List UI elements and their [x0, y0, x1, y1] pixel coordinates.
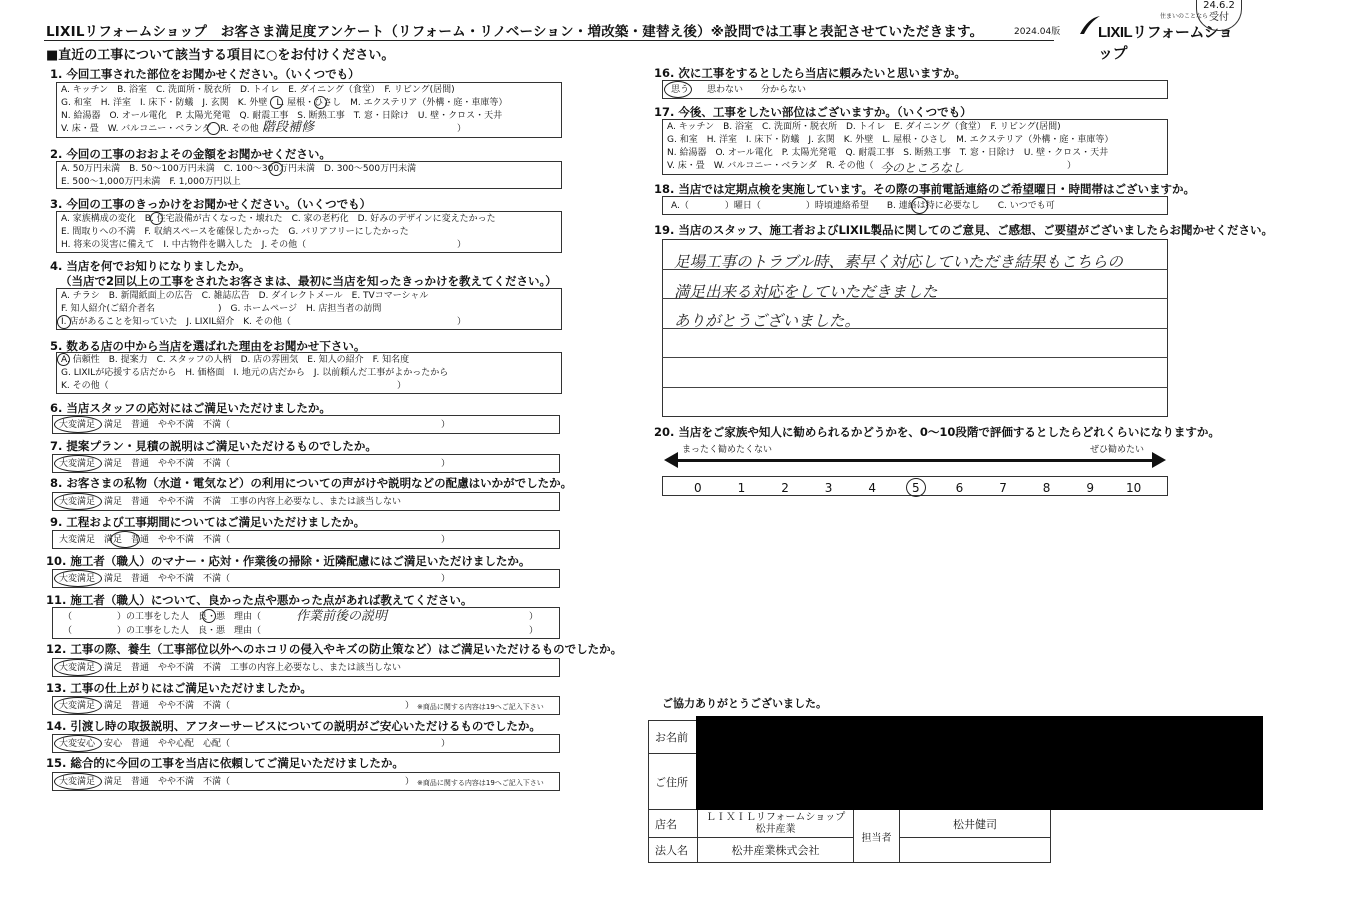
q15-selected-ellipse	[54, 773, 102, 790]
q10-selected-ellipse	[54, 570, 102, 587]
q11-handwritten-answer: 作業前後の説明	[296, 609, 388, 624]
q1-line2[interactable]: G. 和室 H. 洋室 I. 床下・防蟻 J. 玄関 K. 外壁 L. 屋根・ひさし M. エクステリア（外構・庭・車庫等）	[61, 98, 508, 108]
q8-options-box	[52, 492, 560, 511]
q3-circle-b	[150, 212, 163, 225]
q2-options-box	[56, 161, 562, 189]
form-version: 2024.04版	[1014, 27, 1061, 37]
stamp-date: 24.6.2	[1203, 0, 1235, 11]
q15-title: 15. 総合的に今回の工事を当店に依頼してご満足いただけましたか。	[46, 756, 404, 770]
q16-title: 16. 次に工事をするとしたら当店に頼みたいと思いますか。	[654, 66, 966, 80]
q7-options-end: ）	[441, 459, 451, 469]
q19-handwritten-line-3: ありがとうございました。	[674, 312, 861, 330]
scale-option-10[interactable]: 10	[1126, 481, 1142, 495]
q10-title: 10. 施工者（職人）のマナー・応対・作業後の掃除・近隣配慮にはご満足いただけましたか。	[46, 554, 531, 568]
q9-options[interactable]: 大変満足 満足 普通 やや不満 不満（	[59, 535, 231, 545]
q16-options-box	[662, 80, 1168, 99]
q1-line4[interactable]: V. 床・畳 W. バルコニー・ベランダ R. その他（	[61, 124, 268, 134]
q13-selected-ellipse	[54, 697, 102, 714]
q19-title: 19. 当店のスタッフ、施工者およびLIXIL製品に関してのご意見、ご感想、ご要望がございましたらお聞かせください。	[654, 223, 1274, 237]
title-underline	[44, 40, 1054, 41]
q11-line2-end: ）	[529, 626, 539, 636]
q13-note: ※商品に関する内容は19へご記入下さい	[417, 703, 544, 711]
q4-line3[interactable]: I. 店があることを知っていた J. LIXIL紹介 K. その他（	[61, 317, 291, 327]
q11-line1-end: ）	[529, 612, 539, 622]
q11-line1[interactable]: （ ）の工事をした人 良・悪 理由（	[63, 612, 262, 622]
q11-circle-good	[202, 609, 216, 623]
q13-title: 13. 工事の仕上がりにはご満足いただけましたか。	[46, 681, 312, 695]
q9-options-end: ）	[441, 535, 451, 545]
q1-line4-end: ）	[457, 124, 467, 134]
q19-rule-4	[662, 357, 1168, 358]
q12-selected-ellipse	[54, 659, 102, 676]
q12-title: 12. 工事の際、養生（工事部位以外へのホコリの侵入やキズの防止策など）はご満足いただけるものでしたか。	[46, 642, 623, 656]
q9-selected-ellipse	[110, 531, 140, 548]
scale-option-0[interactable]: 0	[694, 481, 702, 495]
q3-line3[interactable]: H. 将来の災害に備えて I. 中古物件を購入した J. その他（	[61, 240, 307, 250]
q17-title: 17. 今後、工事をしたい部位はございますか。（いくつでも）	[654, 105, 972, 119]
scale-selected-circle	[906, 478, 926, 497]
q14-options-box	[52, 734, 560, 753]
q19-handwritten-line-1: 足場工事のトラブル時、素早く対応していただき結果もこちらの	[674, 253, 1123, 271]
q5-circle-a	[57, 353, 70, 366]
staff-label: 担当者	[854, 810, 900, 863]
q4-title: 4. 当店を何でお知りになりましたか。	[50, 259, 251, 273]
q5-options-box	[56, 352, 562, 394]
q19-rule-5	[662, 387, 1168, 388]
scale-option-3[interactable]: 3	[824, 481, 833, 495]
q20-left-label: まったく勧めたくない	[682, 445, 773, 455]
q2-line2[interactable]: E. 500～1,000万円未満 F. 1,000万円以上	[61, 177, 241, 187]
q3-title: 3. 今回の工事のきっかけをお聞かせください。（いくつでも）	[50, 197, 372, 211]
q17-line2[interactable]: G. 和室 H. 洋室 I. 床下・防蟻 J. 玄関 K. 外壁 L. 屋根・ひさし M. エクステリア（外構・庭・車庫等）	[667, 135, 1114, 145]
q1-circle-l	[314, 96, 327, 109]
q6-options-end: ）	[441, 420, 451, 430]
q2-title: 2. 今回の工事のおおよその金額をお聞かせください。	[50, 147, 331, 161]
q5-line1[interactable]: A. 信頼性 B. 提案力 C. スタッフの人柄 D. 店の雰囲気 E. 知人の紹介 F. 知名度	[61, 355, 410, 365]
q1-handwritten-answer: 階段補修	[262, 120, 315, 135]
redaction-block	[696, 716, 1263, 810]
q17-line4-end: ）	[1067, 161, 1077, 171]
q14-options-end: ）	[441, 739, 451, 749]
q3-options-box	[56, 211, 562, 253]
q7-title: 7. 提案プラン・見積の説明はご満足いただけるものでしたか。	[50, 439, 377, 453]
q8-title: 8. お客さまの私物（水道・電気など）の利用についての声がけや説明などの配慮はいかがでしたか。	[50, 476, 573, 490]
q14-title: 14. 引渡し時の取扱説明、アフターサービスについての説明がご安心いただけるものでしたか。	[46, 719, 541, 733]
q3-line1[interactable]: A. 家族構成の変化 B. 住宅設備が古くなった・壊れた C. 家の老朽化 D. 好みのデザインに変えたかった	[61, 214, 496, 224]
address-label: ご住所	[649, 754, 698, 810]
q13-options[interactable]: 大変満足 満足 普通 やや不満 不満（	[59, 701, 231, 711]
q4-line1[interactable]: A. チラシ B. 新聞紙面上の広告 C. 雑誌広告 D. ダイレクトメール E. TVコマーシャル	[61, 291, 429, 301]
store-value-line1: ＬＩＸＩＬリフォームショップ	[705, 811, 846, 823]
q1-circle-r	[207, 122, 220, 135]
staff-value: 松井健司	[900, 810, 1051, 838]
q9-title: 9. 工程および工事期間についてはご満足いただけましたか。	[50, 515, 366, 529]
staff-extra-cell	[900, 838, 1051, 863]
q12-options-box	[52, 658, 560, 677]
scale-option-7[interactable]: 7	[999, 481, 1007, 495]
q4-line3-end: ）	[457, 317, 467, 327]
q20-right-label: ぜひ勧めたい	[1090, 445, 1145, 455]
scale-option-1[interactable]: 1	[737, 481, 746, 495]
q12-options[interactable]: 大変満足 満足 普通 やや不満 不満 工事の内容上必要なし、または該当しない	[59, 663, 402, 673]
q20-title: 20. 当店をご家族や知人に勧められるかどうかを、0～10段階で評価するとしたらどれくらいになりますか。	[654, 425, 1220, 439]
survey-title: LIXILリフォームショップ お客さま満足度アンケート（リフォーム・リノベーション・増改築・建替え後）※設問では工事と表記させていただきます。	[46, 24, 984, 40]
q17-handwritten-answer: 今のところなし	[880, 161, 965, 175]
q4-line2[interactable]: F. 知人紹介(ご紹介者名 ) G. ホームページ H. 店担当者の訪問	[61, 304, 382, 314]
q6-options-box	[52, 415, 560, 434]
q15-options-end: ）	[405, 777, 415, 787]
q4-circle-i	[57, 315, 71, 329]
q13-options-box	[52, 696, 560, 715]
q13-options-end: ）	[405, 701, 415, 711]
q16-selected-ellipse	[664, 81, 692, 98]
corp-label: 法人名	[649, 838, 698, 863]
q11-line2[interactable]: （ ）の工事をした人 良・悪 理由（	[63, 626, 262, 636]
scale-option-9[interactable]: 9	[1086, 481, 1095, 495]
arrow-left-icon	[664, 452, 678, 468]
q18-circle-b	[911, 197, 928, 214]
q6-selected-ellipse	[54, 416, 102, 433]
q15-note: ※商品に関する内容は19へご記入下さい	[417, 779, 544, 787]
q17-line4[interactable]: V. 床・畳 W. バルコニー・ベランダ R. その他（	[667, 161, 874, 171]
q8-selected-ellipse	[54, 493, 102, 510]
q4-subtitle: （当店で2回以上の工事をされたお客さまは、最初に当店を知ったきっかけを教えてください。）	[60, 274, 557, 288]
q10-options-box	[52, 569, 560, 588]
stamp-label: 受付	[1209, 12, 1229, 23]
store-value	[698, 810, 854, 838]
arrow-right-icon	[1152, 452, 1166, 468]
q15-options-box	[52, 772, 560, 791]
q4-options-box	[56, 288, 562, 330]
q6-options[interactable]: 大変満足 満足 普通 やや不満 不満（	[59, 420, 231, 430]
q7-options-box	[52, 454, 560, 473]
q16-options[interactable]: 思う 思わない 分からない	[671, 85, 807, 95]
scale-option-4[interactable]: 4	[868, 481, 877, 495]
q3-line3-end: ）	[457, 240, 467, 250]
q1-line3[interactable]: N. 給湯器 O. オール電化 P. 太陽光発電 Q. 耐震工事 S. 断熱工事 T. 窓・日除け U. 壁・クロス・天井	[61, 111, 503, 121]
scale-option-6[interactable]: 6	[955, 481, 964, 495]
name-label: お名前	[649, 721, 698, 754]
q14-options[interactable]: 大変安心 安心 普通 やや心配 心配（	[59, 739, 231, 749]
q11-title: 11. 施工者（職人）について、良かった点や悪かった点があれば教えてください。	[46, 593, 473, 607]
q17-line1[interactable]: A. キッチン B. 浴室 C. 洗面所・脱衣所 D. トイレ E. ダイニング（食堂） F. リビング(居間)	[667, 122, 1061, 132]
q14-selected-ellipse	[54, 735, 102, 752]
store-label: 店名	[649, 810, 698, 838]
store-value-line2: 松井産業	[755, 823, 796, 835]
corp-value: 松井産業株式会社	[698, 838, 854, 863]
q6-title: 6. 当店スタッフの応対にはご満足いただけましたか。	[50, 401, 331, 415]
q10-options-end: ）	[441, 574, 451, 584]
q7-options[interactable]: 大変満足 満足 普通 やや不満 不満（	[59, 459, 231, 469]
q5-title: 5. 数ある店の中から当店を選ばれた理由をお聞かせ下さい。	[50, 339, 366, 353]
scale-option-8[interactable]: 8	[1042, 481, 1051, 495]
q1-title: 1. 今回工事された部位をお聞かせください。（いくつでも）	[50, 67, 360, 81]
q17-line3[interactable]: N. 給湯器 O. オール電化 P. 太陽光発電 Q. 耐震工事 S. 断熱工事 T. 窓・日除け U. 壁・クロス・天井	[667, 148, 1109, 158]
scale-option-2[interactable]: 2	[781, 481, 789, 495]
logo-text: LIXILリフォームショップ	[1098, 24, 1233, 62]
q5-line2[interactable]: G. LIXILが応援する店だから H. 価格面 I. 地元の店だから J. 以前頼んだ工事がよかったから	[61, 368, 449, 378]
q19-handwritten-line-2: 満足出来る対応をしていただきました	[674, 283, 938, 301]
q8-options[interactable]: 大変満足 満足 普通 やや不満 不満 工事の内容上必要なし、または該当しない	[59, 497, 402, 507]
q18-options[interactable]: A.（ ）曜日（ ）時頃連絡希望 B. 連絡は特に必要なし C. いつでも可	[671, 201, 1055, 211]
q3-line2[interactable]: E. 間取りへの不満 F. 収納スペースを確保したかった G. バリアフリーにしたかった	[61, 227, 409, 237]
section-heading: ■直近の工事について該当する項目に○をお付けください。	[46, 48, 395, 63]
q7-selected-ellipse	[54, 455, 102, 472]
logo-tagline: 住まいのことなら	[1160, 13, 1209, 20]
q15-options[interactable]: 大変満足 満足 普通 やや不満 不満（	[59, 777, 231, 787]
q2-circle-c	[269, 162, 283, 176]
q1-line1[interactable]: A. キッチン B. 浴室 C. 洗面所・脱衣所 D. トイレ E. ダイニング（食堂） F. リビング(居間)	[61, 85, 455, 95]
q5-line3[interactable]: K. その他（	[61, 381, 109, 391]
q18-title: 18. 当店では定期点検を実施しています。その際の事前電話連絡のご希望曜日・時間帯はございますか。	[654, 182, 1195, 196]
q5-line3-end: ）	[397, 381, 407, 391]
scale-option-5[interactable]: 5	[912, 481, 920, 495]
q1-circle-k	[270, 96, 283, 109]
thanks-message: ご協力ありがとうございました。	[662, 697, 827, 710]
q10-options[interactable]: 大変満足 満足 普通 やや不満 不満（	[59, 574, 231, 584]
q2-line1[interactable]: A. 50万円未満 B. 50～100万円未満 C. 100～300万円未満 D. 300～500万円未満	[61, 164, 417, 174]
q20-scale-arrow	[672, 459, 1158, 462]
